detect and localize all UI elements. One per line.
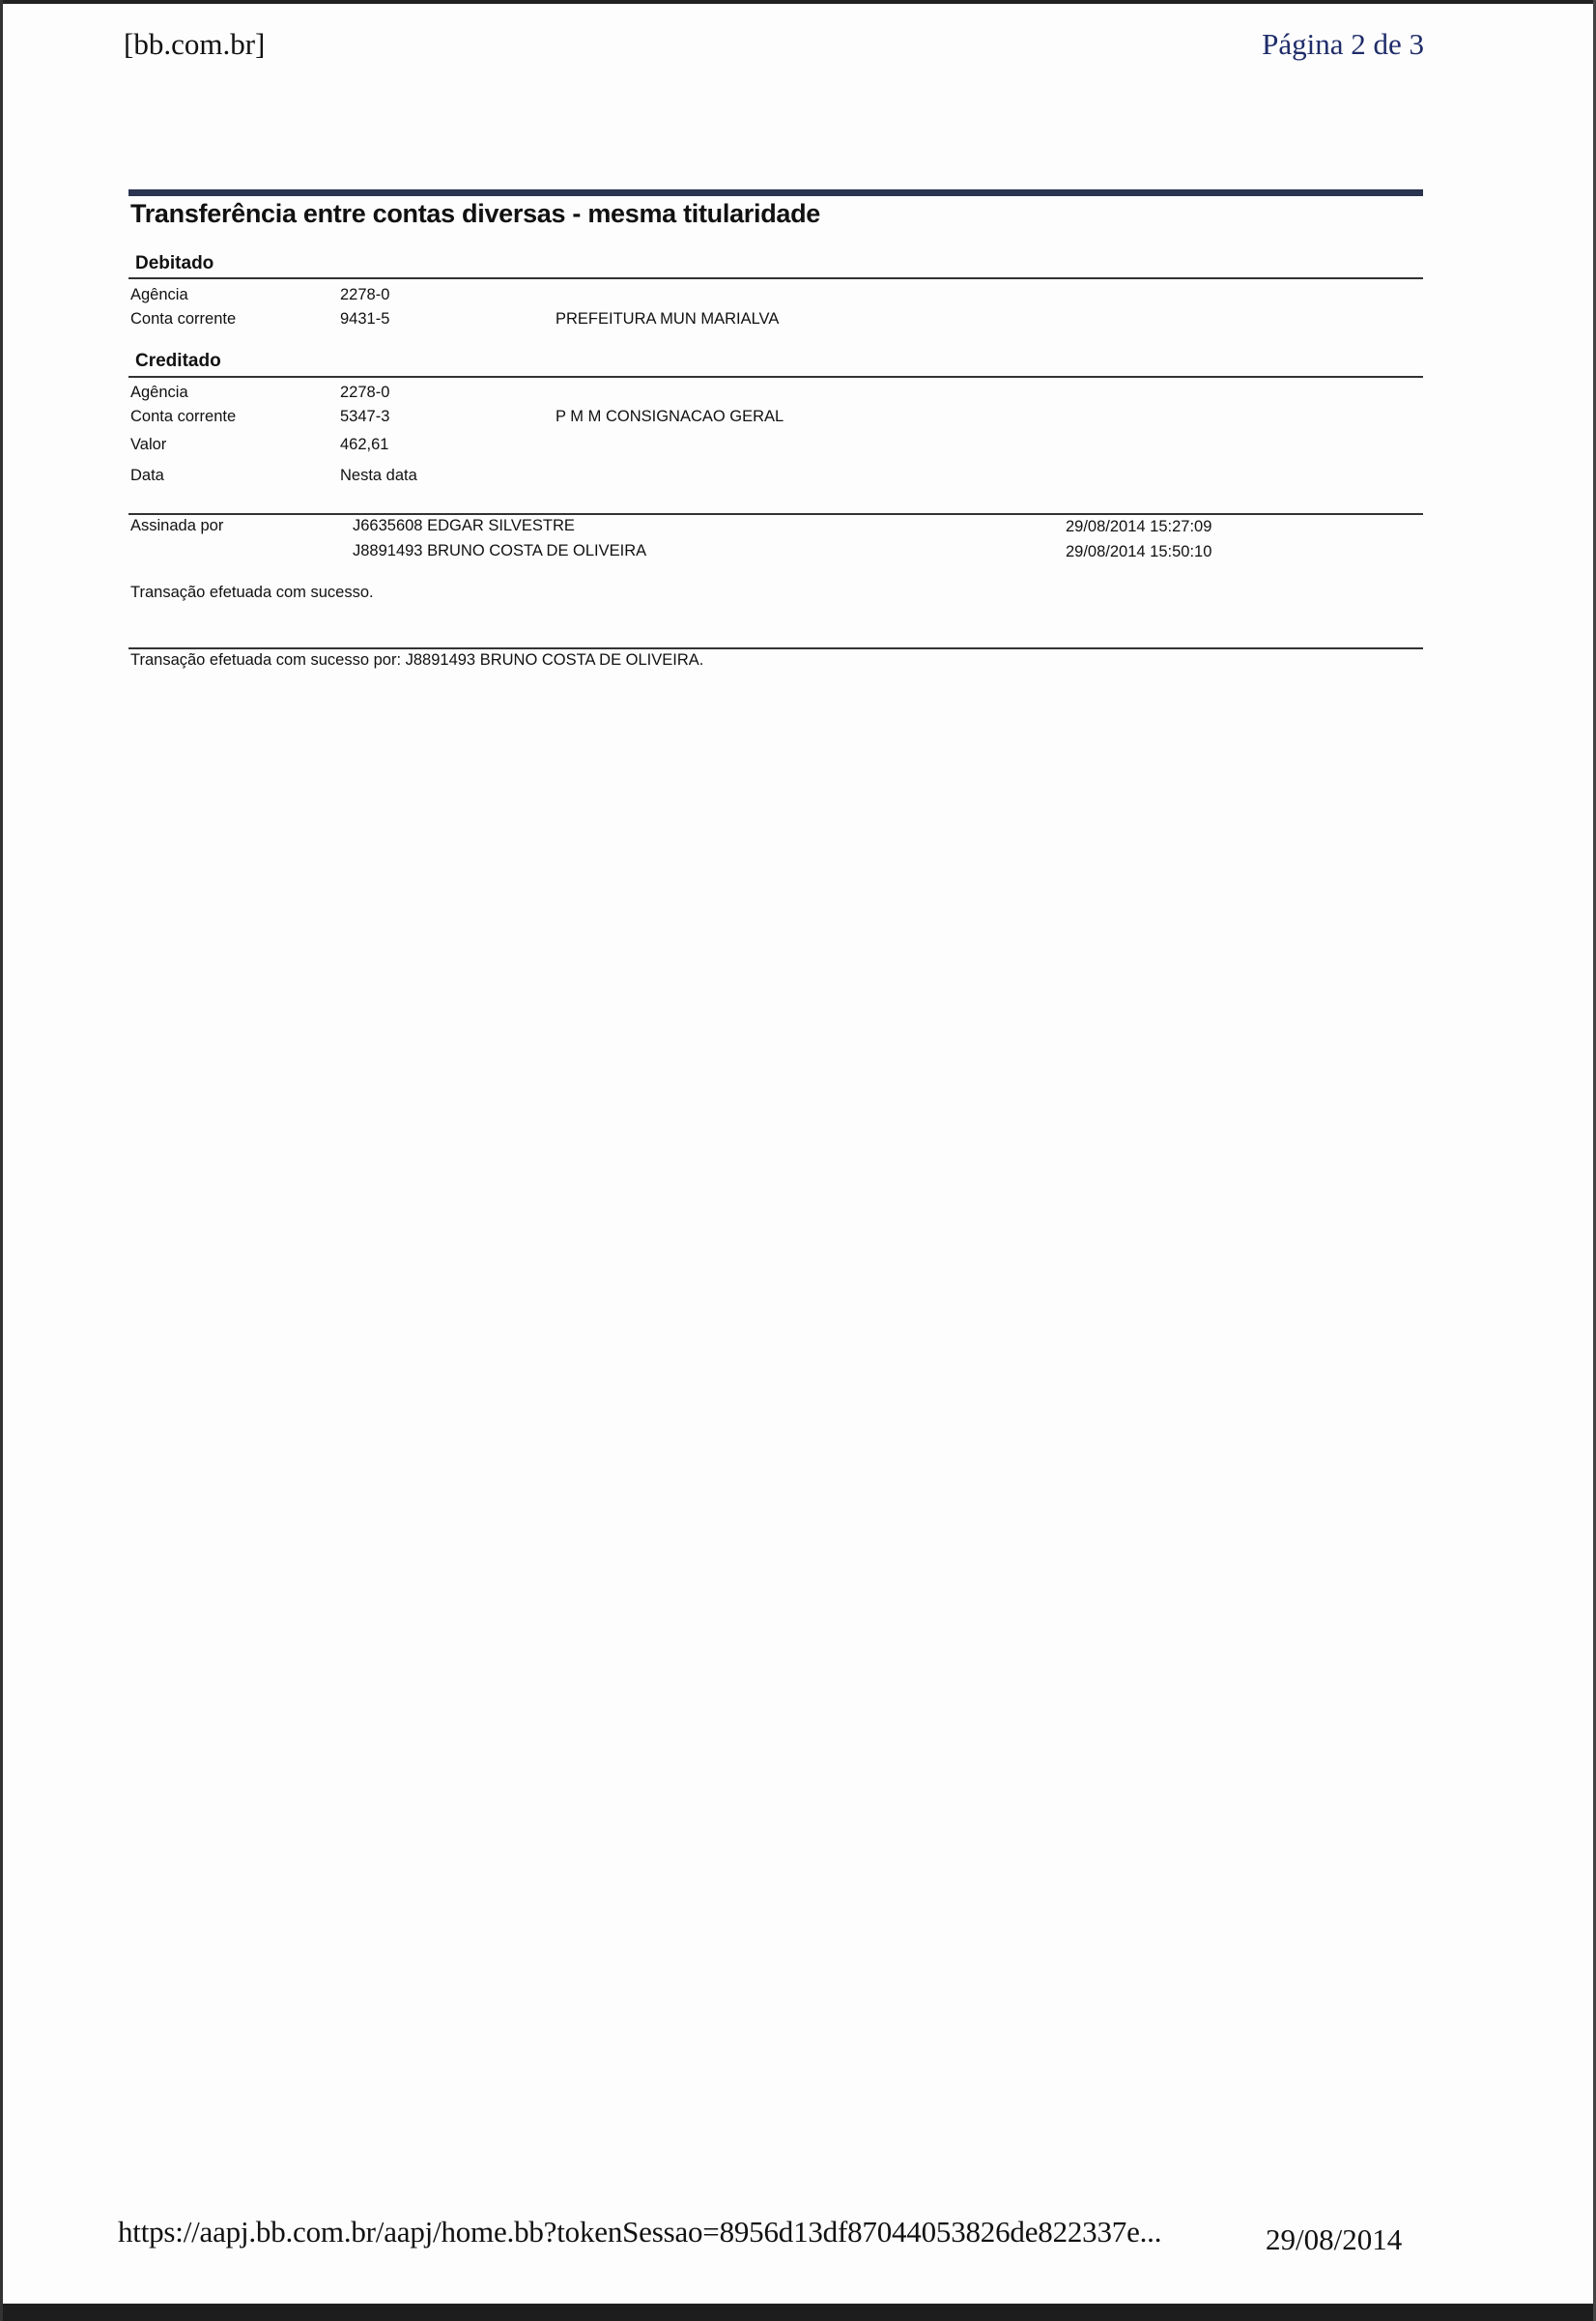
- document-title: Transferência entre contas diversas - mesma titularidade: [130, 199, 821, 228]
- creditado-agencia-value: 2278-0: [340, 384, 390, 401]
- footer-date: 29/08/2014: [1266, 2222, 1403, 2256]
- header-page-number: Página 2 de 3: [1262, 27, 1424, 61]
- creditado-conta-value: 5347-3: [340, 408, 390, 425]
- debitado-agencia-value: 2278-0: [340, 286, 390, 303]
- creditado-data-label: Data: [130, 467, 164, 484]
- header-site: [bb.com.br]: [124, 27, 266, 61]
- assinatura-nome: J8891493 BRUNO COSTA DE OLIVEIRA: [353, 542, 647, 559]
- debitado-titular: PREFEITURA MUN MARIALVA: [556, 310, 780, 328]
- creditado-heading: Creditado: [135, 351, 221, 371]
- debitado-conta-value: 9431-5: [340, 310, 390, 328]
- assinatura-data-hora: 29/08/2014 15:50:10: [1066, 543, 1212, 560]
- status-rule: [128, 647, 1423, 649]
- creditado-rule: [128, 376, 1423, 378]
- assinatura-nome: J6635608 EDGAR SILVESTRE: [353, 517, 575, 534]
- status-message: Transação efetuada com sucesso.: [130, 584, 374, 601]
- creditado-agencia-label: Agência: [130, 384, 188, 401]
- debitado-heading: Debitado: [135, 253, 214, 273]
- scan-border-top: [0, 0, 1596, 4]
- creditado-titular: P M M CONSIGNACAO GERAL: [556, 408, 784, 425]
- debitado-agencia-label: Agência: [130, 286, 188, 303]
- title-bar: [128, 189, 1423, 196]
- debitado-rule: [128, 277, 1423, 279]
- scan-border-left: [0, 0, 3, 2321]
- assinatura-data-hora: 29/08/2014 15:27:09: [1066, 518, 1212, 535]
- footer-url: https://aapj.bb.com.br/aapj/home.bb?tokenSessao=8956d13df87044053826de822337e...: [118, 2215, 1162, 2249]
- creditado-valor-value: 462,61: [340, 436, 389, 453]
- assinaturas-rule: [128, 513, 1423, 515]
- creditado-data-value: Nesta data: [340, 467, 417, 484]
- creditado-conta-label: Conta corrente: [130, 408, 237, 425]
- debitado-conta-label: Conta corrente: [130, 310, 237, 328]
- status-by-message: Transação efetuada com sucesso por: J8891493 BRUNO COSTA DE OLIVEIRA.: [130, 651, 704, 669]
- scan-border-bottom: [0, 2304, 1596, 2321]
- assinaturas-label: Assinada por: [130, 517, 224, 534]
- creditado-valor-label: Valor: [130, 436, 167, 453]
